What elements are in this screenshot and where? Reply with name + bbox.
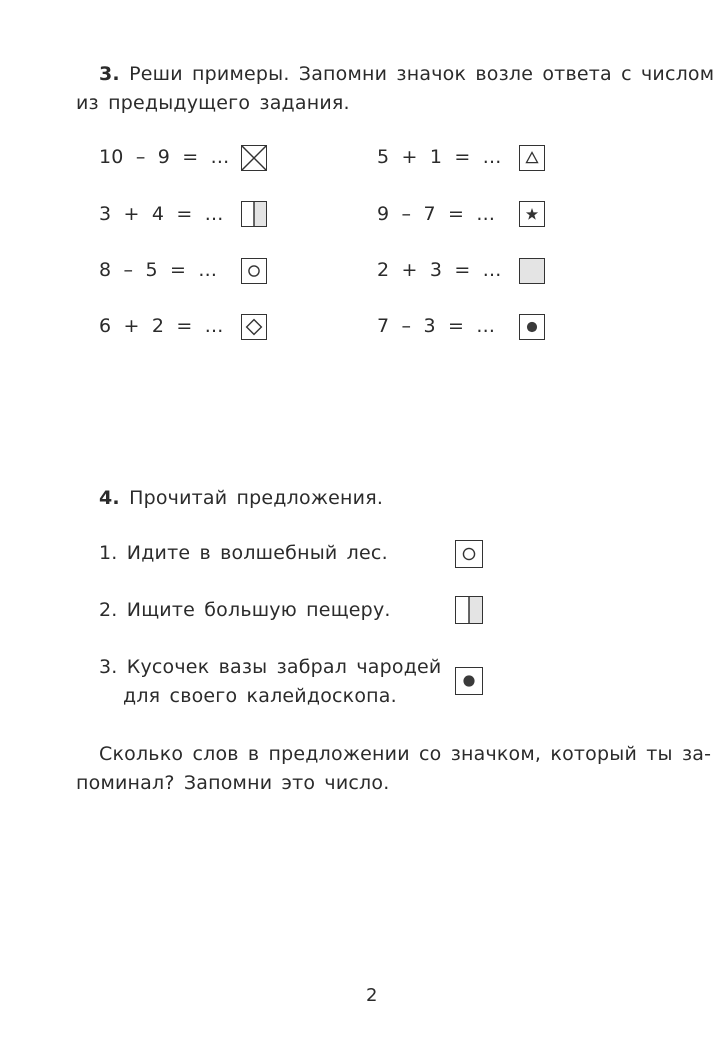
task-3-number: 3. xyxy=(99,63,120,85)
example-6: 9 – 7 = ... xyxy=(377,203,496,225)
task-4-heading xyxy=(99,484,383,512)
shaded-square-icon xyxy=(519,258,545,284)
sentence-2 xyxy=(99,596,391,624)
sentence-3 xyxy=(99,653,441,681)
example-7: 2 + 3 = ... xyxy=(377,259,502,281)
task-3-instruction-line1: Реши примеры. Запомни значок возле ответа с числом xyxy=(129,63,715,85)
sentence-1 xyxy=(99,539,388,567)
sentence-3-number: 3. xyxy=(99,656,118,678)
sentence-2-text: Ищите большую пещеру. xyxy=(126,599,391,621)
page-number: 2 xyxy=(366,985,378,1006)
sentence-3-text-line2: для своего калейдоскопа. xyxy=(123,685,397,707)
task-3-heading xyxy=(99,60,714,88)
sentence-1-number: 1. xyxy=(99,542,118,564)
example-4: 6 + 2 = ... xyxy=(99,315,224,337)
example-3: 8 – 5 = ... xyxy=(99,259,218,281)
example-1: 10 – 9 = ... xyxy=(99,146,230,168)
triangle-in-square-icon xyxy=(519,145,545,171)
half-shaded-square-icon xyxy=(455,596,483,624)
example-8: 7 – 3 = ... xyxy=(377,315,496,337)
question-line2: поминал? Запомни это число. xyxy=(76,772,390,794)
question-line1: Сколько слов в предложении со значком, который ты за- xyxy=(99,743,712,765)
example-5: 5 + 1 = ... xyxy=(377,146,502,168)
diamond-in-square-icon xyxy=(241,314,267,340)
half-shaded-square-icon xyxy=(241,201,267,227)
sentence-2-number: 2. xyxy=(99,599,118,621)
task-3-instruction-line2: из предыдущего задания. xyxy=(76,92,350,114)
task-4-number: 4. xyxy=(99,487,120,509)
sentence-1-text: Идите в волшебный лес. xyxy=(126,542,388,564)
crossed-square-icon xyxy=(241,145,267,171)
task-4-title: Прочитай предложения. xyxy=(129,487,384,509)
example-2: 3 + 4 = ... xyxy=(99,203,224,225)
star-in-square-icon xyxy=(519,201,545,227)
circle-in-square-icon xyxy=(241,258,267,284)
circle-in-square-icon xyxy=(455,540,483,568)
filled-dot-in-square-icon xyxy=(519,314,545,340)
filled-dot-in-square-icon xyxy=(455,667,483,695)
sentence-3-text-line1: Кусочек вазы забрал чародей xyxy=(126,656,442,678)
